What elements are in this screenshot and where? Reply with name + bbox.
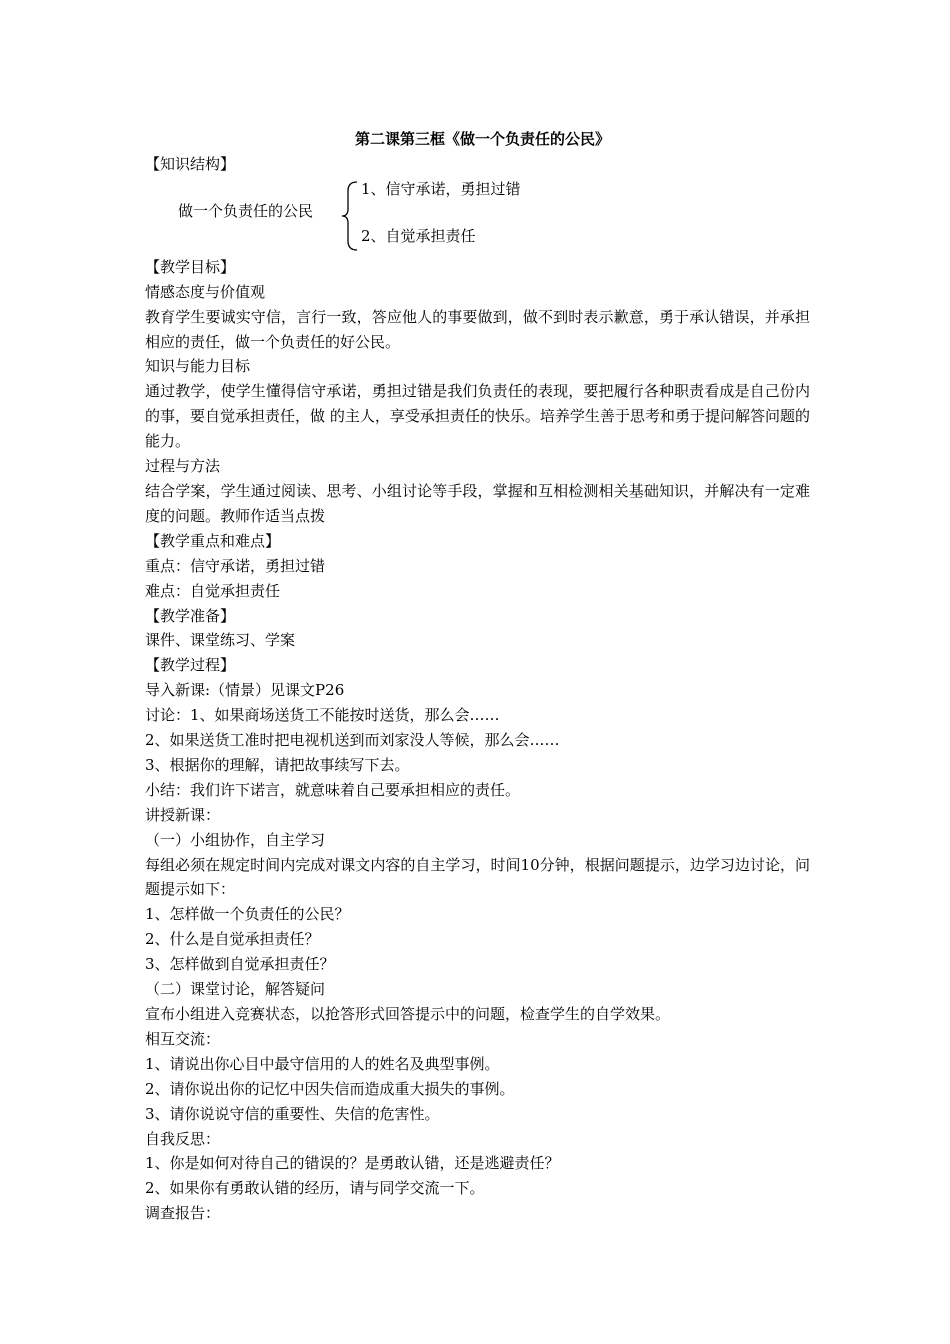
subheading-attitude: 情感态度与价值观 <box>145 282 266 301</box>
subheading-method: 过程与方法 <box>145 457 221 476</box>
document-body <box>145 127 810 1226</box>
paragraph-ability: 通过教学，使学生懂得信守承诺，勇担过错是我们负责任的表现，要把履行各种职责看成是自己份内的事，要自觉承担责任，做 的主人，享受承担责任的快乐。培养学生善于思考和勇于提问解答问题的能力。 <box>145 382 810 451</box>
process-line: 1、怎样做一个负责任的公民？ <box>145 905 350 924</box>
knowledge-structure-diagram <box>145 177 810 255</box>
section-heading-process: 【教学过程】 <box>145 656 236 675</box>
paragraph-attitude: 教育学生要诚实守信，言行一致，答应他人的事要做到，做不到时表示歉意，勇于承认错误，并承担相应的责任，做一个负责任的好公民。 <box>145 307 810 351</box>
section-heading-key-points: 【教学重点和难点】 <box>145 531 281 550</box>
paragraph-group-study: 每组必须在规定时间内完成对课文内容的自主学习，时间10分钟，根据问题提示，边学习边讨论，问题提示如下： <box>145 855 810 899</box>
process-line: 1、请说出你心目中最守信用的人的姓名及典型事例。 <box>145 1054 500 1073</box>
section-heading-preparation: 【教学准备】 <box>145 606 236 625</box>
process-line: 小结：我们许下诺言，就意味着自己要承担相应的责任。 <box>145 780 521 799</box>
section-heading-objectives: 【教学目标】 <box>145 257 236 276</box>
process-line: （二）课堂讨论，解答疑问 <box>145 980 326 999</box>
key-point-focus: 重点：信守承诺，勇担过错 <box>145 556 326 575</box>
document-title: 第二课第三框《做一个负责任的公民》 <box>354 130 610 148</box>
preparation-text: 课件、课堂练习、学案 <box>145 631 296 650</box>
process-line: 2、如果你有勇敢认错的经历，请与同学交流一下。 <box>145 1179 485 1198</box>
structure-root: 做一个负责任的公民 <box>178 201 314 220</box>
paragraph-method: 结合学案，学生通过阅读、思考、小组讨论等手段，掌握和互相检测相关基础知识，并解决有一定难度的问题。教师作适当点拨 <box>145 481 810 525</box>
structure-branch-1: 1、信守承诺，勇担过错 <box>361 179 521 198</box>
process-line: 自我反思： <box>145 1129 221 1148</box>
process-line: 讨论：1、如果商场送货工不能按时送货，那么会…… <box>145 706 500 725</box>
process-line: 2、如果送货工准时把电视机送到而刘家没人等候，那么会…… <box>145 731 560 750</box>
process-line: 调查报告： <box>145 1204 221 1223</box>
process-line: （一）小组协作，自主学习 <box>145 830 326 849</box>
process-line: 1、你是如何对待自己的错误的？是勇敢认错，还是逃避责任？ <box>145 1154 560 1173</box>
brace-icon <box>341 181 359 251</box>
process-line: 宣布小组进入竞赛状态，以抢答形式回答提示中的问题，检查学生的自学效果。 <box>145 1005 671 1023</box>
structure-branch-2: 2、自觉承担责任 <box>361 226 476 245</box>
process-line: 2、请你说出你的记忆中因失信而造成重大损失的事例。 <box>145 1079 515 1098</box>
section-heading-knowledge-structure: 【知识结构】 <box>145 154 236 173</box>
process-line: 导入新课:（情景）见课文P26 <box>145 681 345 700</box>
process-line: 3、怎样做到自觉承担责任？ <box>145 955 335 974</box>
subheading-ability: 知识与能力目标 <box>145 357 251 376</box>
key-point-difficulty: 难点：自觉承担责任 <box>145 581 281 600</box>
process-line: 2、什么是自觉承担责任？ <box>145 930 320 949</box>
process-line: 3、根据你的理解，请把故事续写下去。 <box>145 755 410 774</box>
process-line: 讲授新课： <box>145 805 221 824</box>
process-line: 相互交流： <box>145 1029 221 1048</box>
process-line: 3、请你说说守信的重要性、失信的危害性。 <box>145 1104 440 1123</box>
